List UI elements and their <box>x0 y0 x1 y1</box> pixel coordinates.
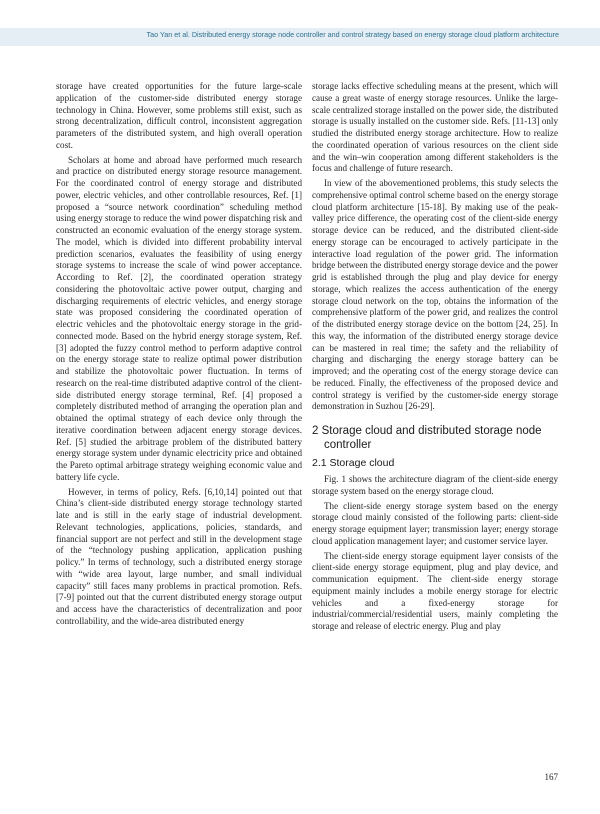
running-head: Tao Yan et al. Distributed energy storage node controller and control strategy based on energy storage cloud platform architecture <box>146 30 559 39</box>
body-paragraph: storage lacks effective scheduling means at the present, which will cause a great waste of energy storage resources. Unlike the large-scale centralized storage installed on the power side, the distributed storage is usually installed on the customer side. Refs. [11-13] only studied the distributed energy storage architecture. How to realize the coordinated operation of various resources on the client side and the win–win cooperation among different stakeholders is the focus and challenge of future research. <box>312 81 558 174</box>
left-column <box>56 81 302 628</box>
body-paragraph: However, in terms of policy, Refs. [6,10,14] pointed out that China’s client-side distributed energy storage technology started late and is still in the early stage of industrial development. Relevant technologies, applications, policies, standards, and financial support are not perfect and still in the development stage of the “technology pushing application, application pushing policy.” In terms of technology, such a distributed energy storage with “wide area layout, large number, and small individual capacity” still faces many problems in practical promotion. Refs. [7-9] pointed out that the current distributed energy storage output and access have the characteristics of decentralization and poor controllability, and the wide-area distributed energy <box>56 486 302 626</box>
body-paragraph: Fig. 1 shows the architecture diagram of the client-side energy storage system based on the energy storage cloud. <box>312 474 558 496</box>
body-paragraph: Scholars at home and abroad have performed much research and practice on distributed energy storage resource management. For the coordinated control of energy storage and distributed power, electric vehicles, and other controllable resources, Ref. [1] proposed a “source network coordination” scheduling method using energy storage to reduce the wind power dispatching risk and constructed an economic evaluation of the energy storage system. The model, which is divided into different probability interval prediction scenarios, evaluates the feasibility of using energy storage systems to increase the scale of wind power acceptance. According to Ref. [2], the coordinated operation strategy considering the photovoltaic active power output, charging and discharging requirements of electric vehicles, and energy storage state was proposed considering the coordinated operation of electric vehicles and the photovoltaic energy storage in the grid-connected mode. Based on the hybrid energy storage system, Ref. [3] adopted the fuzzy control method to perform adaptive control on the energy storage state to realize optimal power distribution and stabilize the photovoltaic power fluctuation. In terms of research on the real-time distributed adaptive control of the client-side distributed energy storage terminal, Ref. [4] proposed a completely distributed method of arranging the operation plan and obtained the optimal strategy of each device only through the iterative coordination between adjacent energy storage devices. Ref. [5] studied the arbitrage problem of the distributed battery energy storage system under dynamic electricity price and obtained the Pareto optimal arbitrage strategy weighing economic value and battery life cycle. <box>56 154 302 482</box>
body-paragraph: The client-side energy storage system based on the energy storage cloud mainly consisted of the following parts: client-side energy storage equipment layer; transmission layer; energy storage cloud application management layer; and customer service layer. <box>312 500 558 546</box>
page-number: 167 <box>544 772 558 782</box>
body-paragraph: The client-side energy storage equipment layer consists of the client-side energy storage equipment, plug and play device, and communication equipment. The client-side energy storage equipment mainly includes a mobile energy storage for electric vehicles and a fixed-energy storage for industrial/commercial/residential users, mainly completing the storage and release of electric energy. Plug and play <box>312 550 558 631</box>
section-heading: 2 Storage cloud and distributed storage node controller <box>312 425 542 451</box>
body-paragraph: storage have created opportunities for the future large-scale application of the customer-side distributed energy storage technology in China. However, some problems still exist, such as strong decentralization, difficult control, inconsistent aggregation parameters of the distributed system, and high overall operation cost. <box>56 81 302 150</box>
right-column <box>312 81 558 633</box>
body-paragraph: In view of the abovementioned problems, this study selects the comprehensive optimal control scheme based on the energy storage cloud platform architecture [15-18]. By making use of the peak-valley price difference, the operating cost of the client-side energy storage device can be reduced, and the distributed client-side energy storage can be encouraged to actively participate in the interactive load regulation of the power grid. The information bridge between the distributed energy storage device and the power grid is established through the plug and play device for energy storage, which realizes the access authentication of the energy storage cloud network on the top, obtains the information of the comprehensive platform of the power grid, and realizes the control of the distributed energy storage device on the bottom [24, 25]. In this way, the information of the distributed energy storage device can be mastered in real time; the safety and the reliability of charging and discharging the energy storage battery can be improved; and the operating cost of the energy storage device can be reduced. Finally, the effectiveness of the proposed device and control strategy is verified by the customer-side energy storage demonstration in Suzhou [26-29]. <box>312 178 558 412</box>
subsection-heading: 2.1 Storage cloud <box>312 457 395 469</box>
